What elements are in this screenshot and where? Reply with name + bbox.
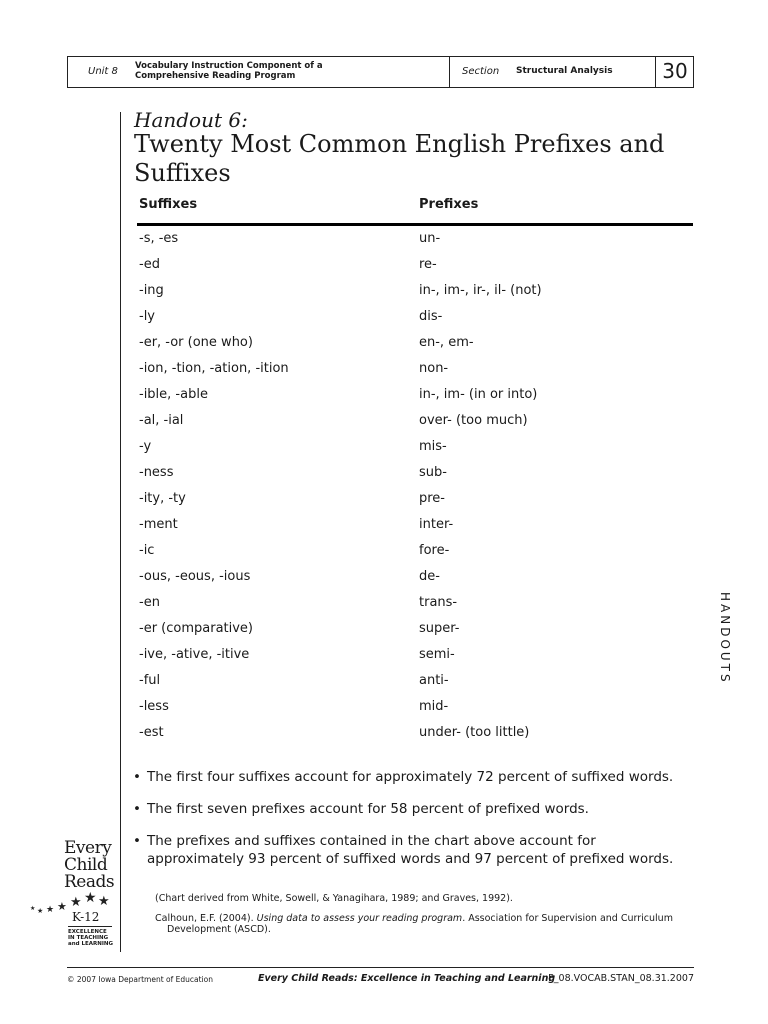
prefix-cell: over- (too much)	[419, 413, 528, 428]
bullet-dot: •	[133, 833, 141, 849]
table-row	[137, 619, 693, 645]
footer-program: Every Child Reads: Excellence in Teaching and Learning	[258, 973, 556, 984]
svg-text:★: ★	[84, 890, 97, 906]
prefix-cell: pre-	[419, 491, 445, 506]
table-row	[137, 411, 693, 437]
footer-code: P_08.VOCAB.STAN_08.31.2007	[548, 973, 694, 984]
svg-text:★: ★	[46, 905, 55, 915]
svg-text:★: ★	[57, 900, 67, 913]
suffix-cell: -less	[139, 699, 169, 714]
svg-text:★: ★	[98, 894, 110, 909]
suffix-cell: -ive, -ative, -itive	[139, 647, 250, 662]
suffix-cell: -ful	[139, 673, 161, 688]
prefix-cell: under- (too little)	[419, 725, 530, 740]
component-title: Vocabulary Instruction Component of a Comprehensive Reading Program	[135, 61, 323, 81]
suffix-cell: -al, -ial	[139, 413, 184, 428]
prefix-cell: mis-	[419, 439, 447, 454]
bullet-item	[133, 800, 693, 818]
prefix-cell: semi-	[419, 647, 455, 662]
table-row	[137, 333, 693, 359]
logo-line: Reads	[64, 872, 115, 892]
bullet-text: The first four suffixes account for approximately 72 percent of suffixed words.	[147, 769, 674, 785]
table-row	[137, 463, 693, 489]
bullet-dot: •	[133, 769, 141, 785]
unit-label: Unit 8	[88, 66, 118, 77]
prefix-cell: dis-	[419, 309, 443, 324]
margin-rule	[120, 112, 121, 952]
page-title: Twenty Most Common English Prefixes and Suffixes	[134, 130, 665, 187]
prefix-cell: re-	[419, 257, 437, 272]
suffix-cell: -ible, -able	[139, 387, 208, 402]
page-number: 30	[662, 59, 688, 83]
handout-label: Handout 6:	[134, 108, 248, 132]
bullet-item	[133, 832, 693, 868]
prefix-cell: in-, im-, ir-, il- (not)	[419, 283, 542, 298]
suffix-cell: -ing	[139, 283, 164, 298]
footer-copyright: © 2007 Iowa Department of Education	[67, 975, 213, 984]
section-name: Structural Analysis	[516, 66, 613, 76]
logo-tag-line: IN TEACHING	[68, 935, 109, 941]
table-row	[137, 359, 693, 385]
section-label: Section	[462, 66, 500, 77]
prefix-cell: un-	[419, 231, 441, 246]
bullet-list	[133, 768, 693, 882]
suffixes-header: Suffixes	[139, 197, 198, 212]
table-row	[137, 489, 693, 515]
chart-source: (Chart derived from White, Sowell, & Yanagihara, 1989; and Graves, 1992).	[155, 893, 513, 904]
prefix-cell: inter-	[419, 517, 454, 532]
logo-line: Every	[64, 838, 112, 858]
suffix-cell: -ion, -tion, -ation, -ition	[139, 361, 289, 376]
table-row	[137, 281, 693, 307]
prefix-cell: fore-	[419, 543, 450, 558]
suffix-cell: -ed	[139, 257, 160, 272]
bullet-text: The first seven prefixes account for 58 percent of prefixed words.	[147, 801, 589, 817]
table-row	[137, 593, 693, 619]
svg-text:★: ★	[37, 907, 44, 915]
table-row	[137, 723, 693, 749]
prefixes-header: Prefixes	[419, 197, 479, 212]
prefix-cell: mid-	[419, 699, 449, 714]
every-child-reads-logo	[28, 840, 114, 955]
svg-text:★: ★	[30, 905, 36, 912]
bullet-item	[133, 768, 693, 786]
prefix-cell: non-	[419, 361, 449, 376]
suffix-cell: -ity, -ty	[139, 491, 186, 506]
suffix-cell: -ly	[139, 309, 155, 324]
suffix-cell: -s, -es	[139, 231, 179, 246]
logo-wordmark	[64, 840, 114, 891]
suffix-cell: -ous, -eous, -ious	[139, 569, 251, 584]
citation-title: Using data to assess your reading program	[256, 913, 463, 924]
source-notes	[155, 893, 695, 935]
citation-rest: . Association for Supervision and Curriculum Development (ASCD).	[167, 913, 673, 935]
suffix-cell: -ment	[139, 517, 178, 532]
table-row	[137, 671, 693, 697]
prefix-cell: de-	[419, 569, 440, 584]
svg-text:★: ★	[70, 895, 82, 910]
page-header	[67, 56, 694, 88]
table-row	[137, 541, 693, 567]
table-row	[137, 697, 693, 723]
logo-k12: K-12	[72, 910, 100, 924]
prefix-cell: sub-	[419, 465, 447, 480]
bullet-dot: •	[133, 801, 141, 817]
logo-tagline	[68, 929, 113, 947]
side-tab-label: HANDOUTS	[718, 592, 732, 685]
table-row	[137, 385, 693, 411]
table-row	[137, 229, 693, 255]
suffix-cell: -y	[139, 439, 152, 454]
table-row	[137, 437, 693, 463]
footer-rule	[67, 967, 694, 968]
suffix-cell: -est	[139, 725, 164, 740]
affix-table	[137, 229, 693, 749]
prefix-cell: anti-	[419, 673, 449, 688]
suffix-cell: -er, -or (one who)	[139, 335, 253, 350]
prefix-cell: en-, em-	[419, 335, 474, 350]
table-row	[137, 645, 693, 671]
logo-tag-line: EXCELLENCE	[68, 929, 107, 935]
logo-line: Child	[64, 855, 108, 875]
prefix-cell: in-, im- (in or into)	[419, 387, 538, 402]
table-row	[137, 307, 693, 333]
logo-tag-line: and LEARNING	[68, 941, 113, 947]
suffix-cell: -ic	[139, 543, 155, 558]
table-row	[137, 567, 693, 593]
bullet-text: The prefixes and suffixes contained in the chart above account for approximately 93 percent of suffixed words and 97 percent of prefixed words.	[147, 833, 674, 867]
prefix-cell: trans-	[419, 595, 458, 610]
suffix-cell: -en	[139, 595, 160, 610]
suffix-cell: -er (comparative)	[139, 621, 254, 636]
logo-rule	[68, 926, 112, 927]
side-tab	[710, 592, 740, 685]
header-rule	[137, 223, 693, 226]
citation	[155, 913, 695, 935]
table-row	[137, 515, 693, 541]
citation-author: Calhoun, E.F. (2004).	[155, 913, 254, 924]
prefix-cell: super-	[419, 621, 460, 636]
suffix-cell: -ness	[139, 465, 174, 480]
table-row	[137, 255, 693, 281]
header-divider	[449, 57, 450, 87]
